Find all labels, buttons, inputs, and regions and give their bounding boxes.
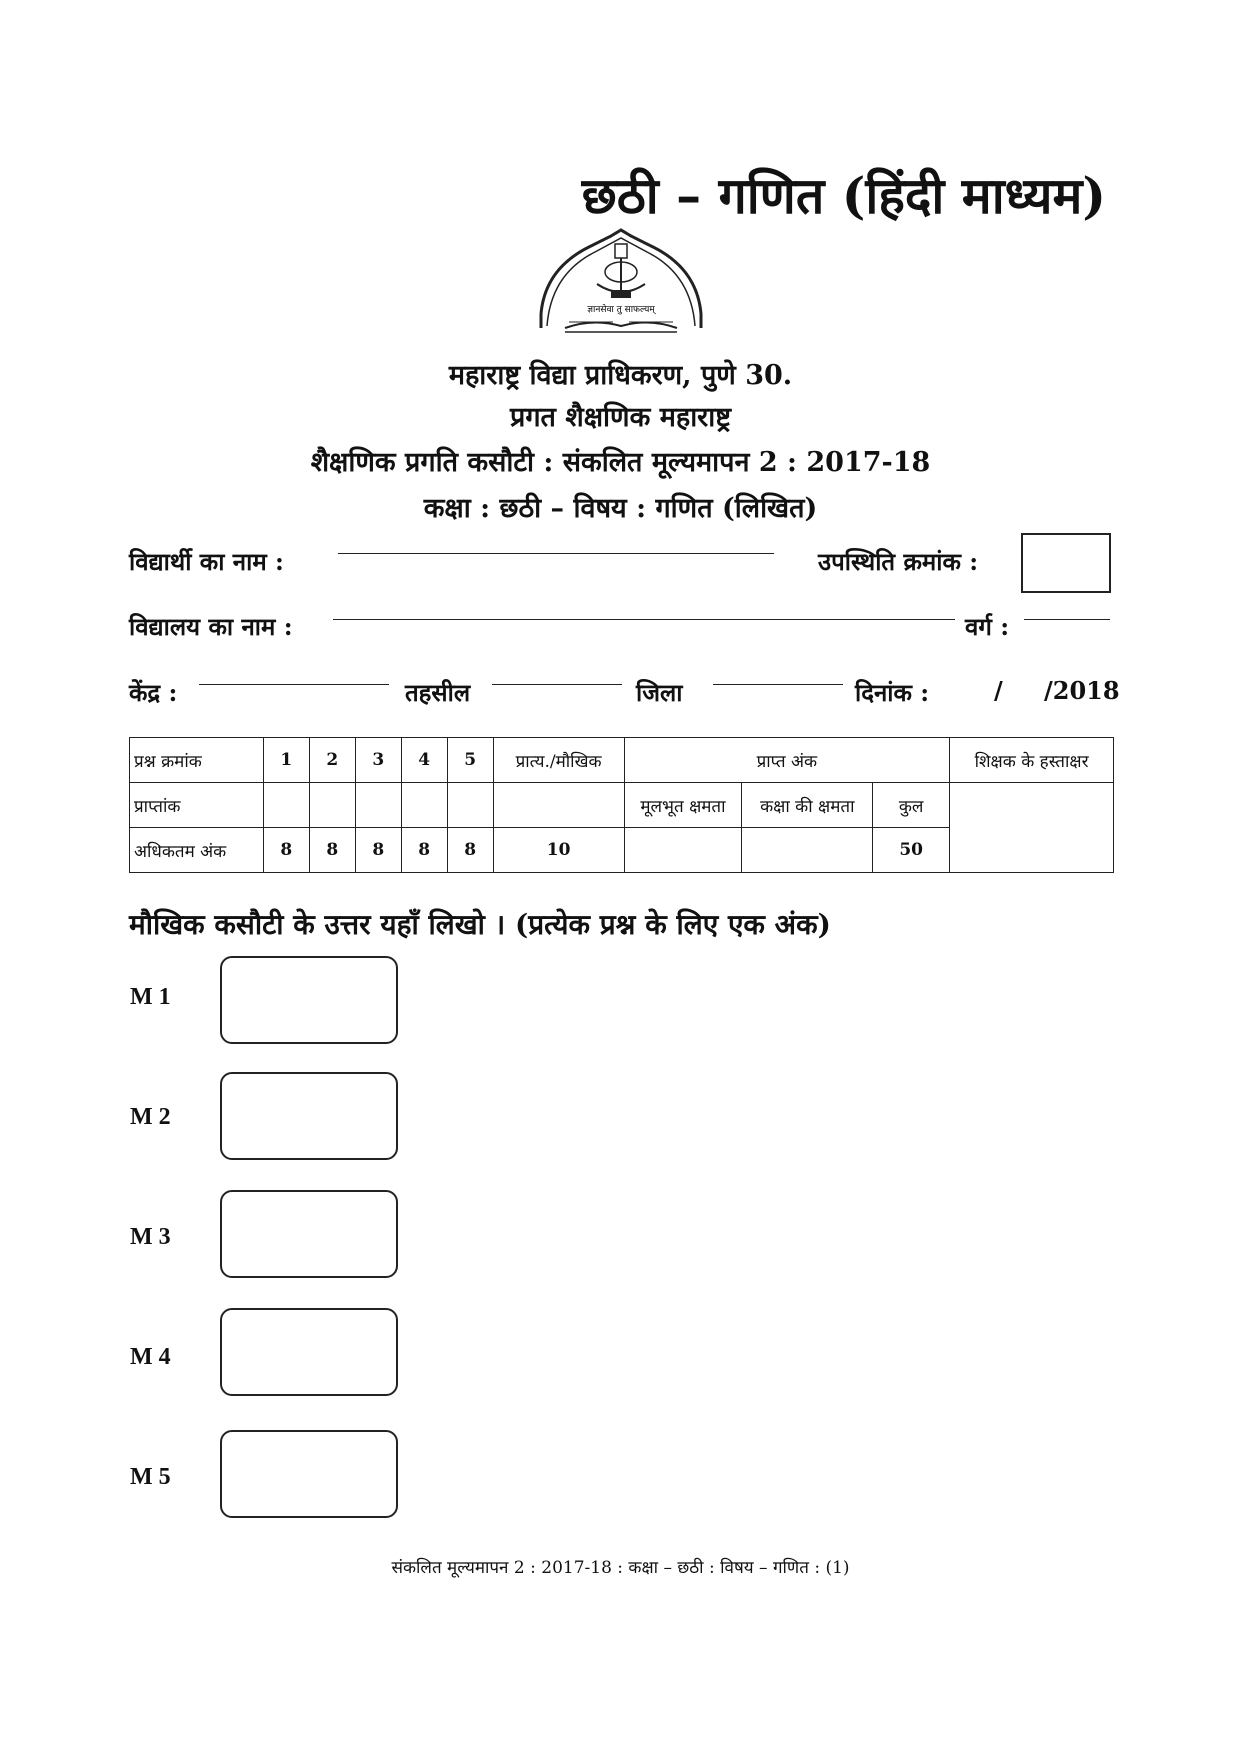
obtained-q5-cell[interactable] [447, 783, 493, 828]
class-subject: कक्षा : छठी – विषय : गणित (लिखित) [423, 493, 818, 524]
teacher-sign-cell[interactable] [950, 783, 1114, 873]
oral-label-m3: M 3 [130, 1224, 171, 1250]
table-row [130, 783, 1114, 828]
total-header: कुल [873, 783, 950, 828]
oral-label-m5: M 5 [130, 1464, 171, 1490]
center-label: केंद्र : [129, 678, 178, 707]
max-q1-cell: 8 [263, 828, 309, 873]
max-q4-cell: 8 [401, 828, 447, 873]
date-year: /2018 [1044, 676, 1120, 705]
max-q3-cell: 8 [355, 828, 401, 873]
class-field[interactable] [1024, 619, 1110, 620]
roll-number-box[interactable] [1021, 533, 1111, 593]
teacher-sign-header: शिक्षक के हस्ताक्षर [950, 738, 1114, 783]
student-name-field[interactable] [338, 553, 774, 554]
obtained-q3-cell[interactable] [355, 783, 401, 828]
max-total-cell: 50 [873, 828, 950, 873]
class-label: वर्ग : [965, 612, 1010, 641]
oral-answer-box-m1[interactable] [220, 956, 398, 1044]
class-ability-header: कक्षा की क्षमता [742, 783, 873, 828]
exam-name: शैक्षणिक प्रगति कसौटी : संकलित मूल्यमापन 2 : 2017-18 [310, 447, 931, 478]
obtained-q1-cell[interactable] [263, 783, 309, 828]
tehsil-field[interactable] [492, 684, 622, 685]
question-2-header: 2 [309, 738, 355, 783]
obtained-oral-cell[interactable] [493, 783, 624, 828]
oral-label-m1: M 1 [130, 984, 171, 1010]
oral-label-m2: M 2 [130, 1104, 171, 1130]
marks-table [129, 737, 1114, 873]
tehsil-label: तहसील [405, 678, 471, 707]
table-row [130, 738, 1114, 783]
oral-answer-box-m5[interactable] [220, 1430, 398, 1518]
oral-answer-box-m2[interactable] [220, 1072, 398, 1160]
board-logo [535, 228, 707, 340]
question-1-header: 1 [263, 738, 309, 783]
program-name: प्रगत शैक्षणिक महाराष्ट्र [509, 402, 731, 433]
student-name-label: विद्यार्थी का नाम : [129, 547, 284, 576]
obtained-marks-header: प्राप्त अंक [624, 738, 950, 783]
oral-answer-box-m4[interactable] [220, 1308, 398, 1396]
school-name-field[interactable] [333, 619, 955, 620]
obtained-q4-cell[interactable] [401, 783, 447, 828]
max-q5-cell: 8 [447, 828, 493, 873]
date-slash: / [994, 676, 1003, 705]
obtained-label: प्राप्तांक [130, 783, 264, 828]
basic-ability-header: मूलभूत क्षमता [624, 783, 742, 828]
class-ability-cell[interactable] [742, 828, 873, 873]
district-field[interactable] [713, 684, 843, 685]
logo-motto: ज्ञानसेवा तु साफल्यम् [587, 305, 655, 315]
oral-header: प्रात्य./मौखिक [493, 738, 624, 783]
district-label: जिला [636, 678, 683, 707]
page-title: छठी – गणित (हिंदी माध्यम) [581, 166, 1106, 225]
center-field[interactable] [199, 684, 389, 685]
oral-label-m4: M 4 [130, 1344, 171, 1370]
oral-section-title: मौखिक कसौटी के उत्तर यहाँ लिखो । (प्रत्येक प्रश्न के लिए एक अंक) [129, 908, 831, 941]
max-q2-cell: 8 [309, 828, 355, 873]
school-name-label: विद्यालय का नाम : [129, 612, 293, 641]
basic-ability-cell[interactable] [624, 828, 742, 873]
question-number-header: प्रश्न क्रमांक [130, 738, 264, 783]
question-5-header: 5 [447, 738, 493, 783]
question-4-header: 4 [401, 738, 447, 783]
question-3-header: 3 [355, 738, 401, 783]
page-footer: संकलित मूल्यमापन 2 : 2017-18 : कक्षा – छठी : विषय – गणित : (1) [391, 1558, 850, 1578]
max-oral-cell: 10 [493, 828, 624, 873]
org-name: महाराष्ट्र विद्या प्राधिकरण, पुणे 30. [448, 360, 793, 391]
max-marks-label: अधिकतम अंक [130, 828, 264, 873]
obtained-q2-cell[interactable] [309, 783, 355, 828]
date-label: दिनांक : [855, 678, 930, 707]
oral-answer-box-m3[interactable] [220, 1190, 398, 1278]
roll-number-label: उपस्थिति क्रमांक : [818, 547, 979, 576]
